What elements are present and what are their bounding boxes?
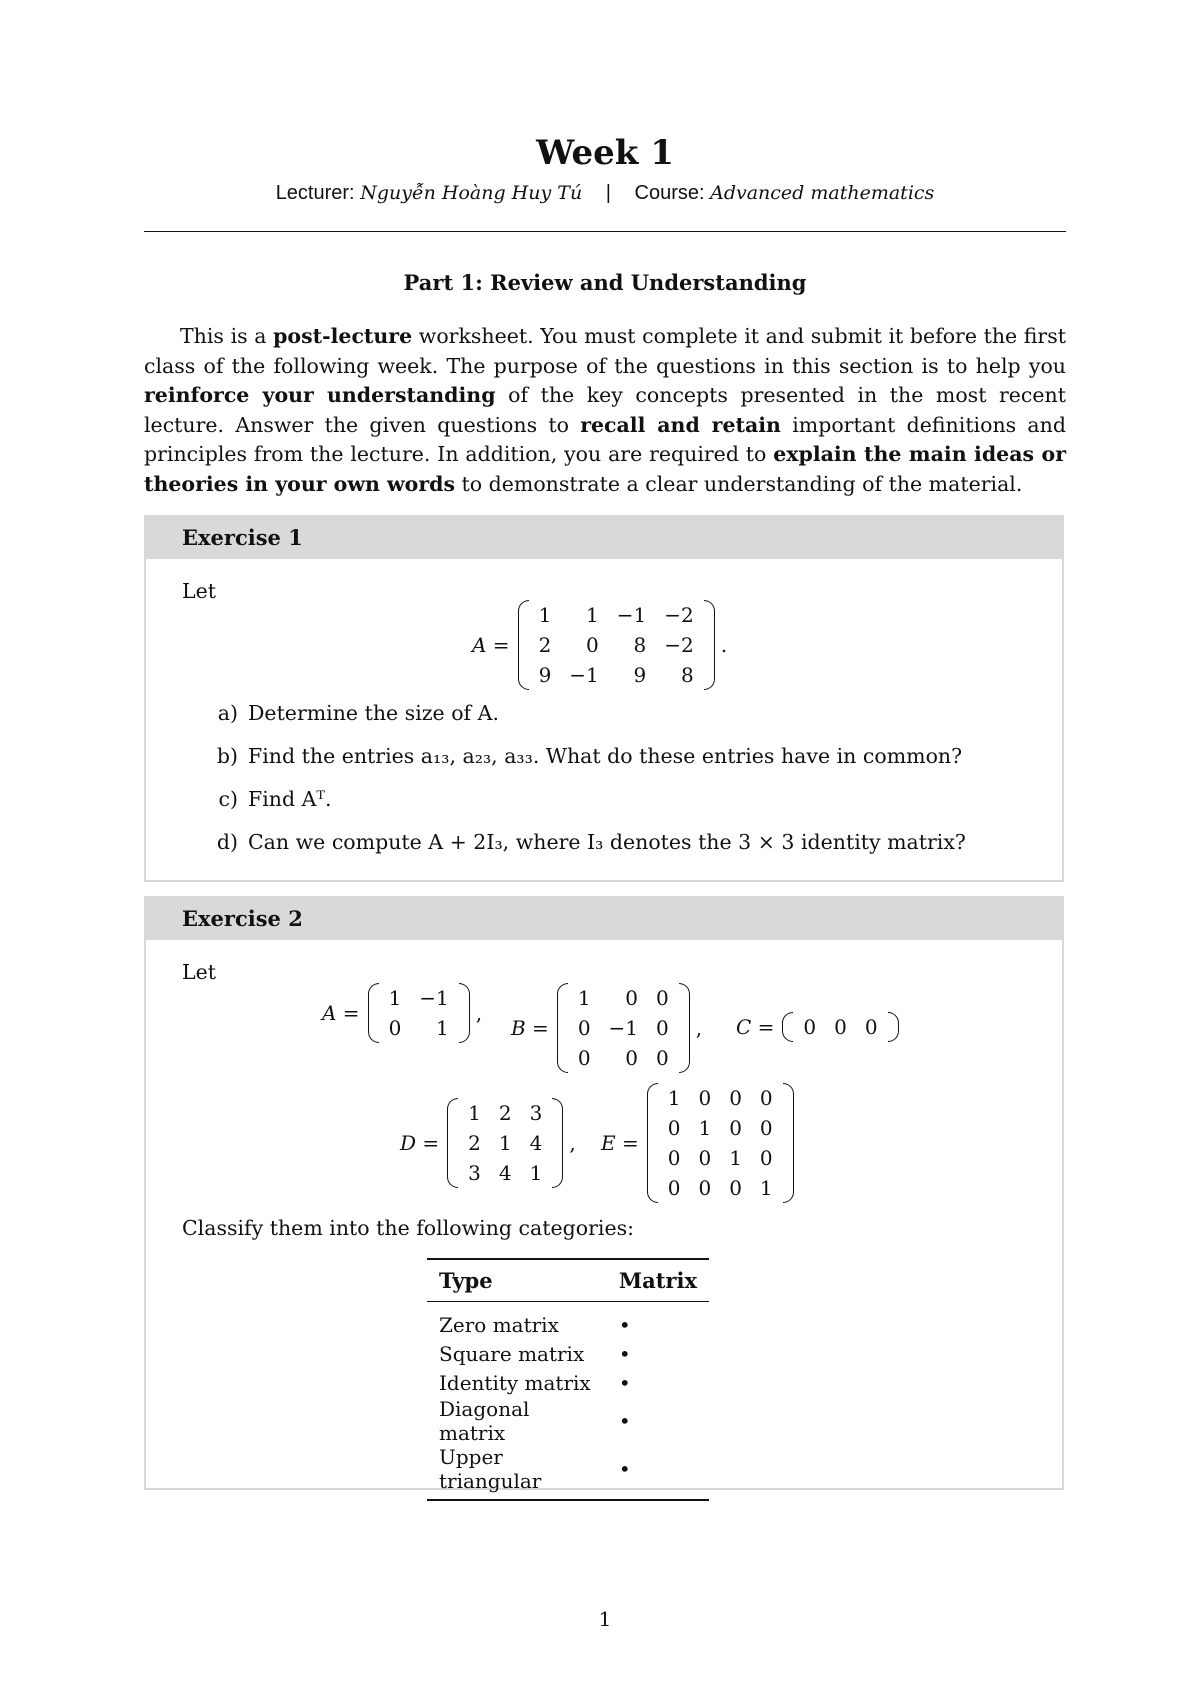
part1-heading: Part 1: Review and Understanding <box>403 270 807 295</box>
matrix-entry: 1 <box>468 1101 481 1125</box>
course-label: Course: <box>634 182 705 204</box>
matrix-entry: 1 <box>729 1146 742 1170</box>
exercise1-item-c: c) Find Aᵀ. <box>218 787 332 811</box>
matrix-entry: 9 <box>538 663 552 687</box>
exercise1-let: Let <box>182 579 216 603</box>
table-row: Identity matrix • <box>439 1370 631 1395</box>
exercise1-items <box>206 701 966 873</box>
matrix-row <box>659 1173 782 1203</box>
matrix-entry: 0 <box>656 1016 669 1040</box>
matrix-entry: 4 <box>529 1131 543 1155</box>
matrix-entry: 1 <box>586 603 599 627</box>
matrix-entry: 0 <box>625 1046 639 1070</box>
matrix-entry: 8 <box>681 663 694 687</box>
part1-intro: This is a post-lecture worksheet. You must complete it and submit it before the first class of the following week. The purpose of the questions in this section is to help you reinforce your understanding of the key concepts presented in the most recent lecture. Answer the given questions to recall and retain important definitions and principles from the lecture. In addition, you are required to explain the main ideas or theories in your own words to demonstrate a clear understanding of the material. <box>144 324 1066 496</box>
exercise2-matrix-E: E = 1 0 0 0 0 1 0 0 0 0 1 0 0 0 0 1 <box>601 1083 794 1203</box>
matrix-row <box>459 1098 551 1128</box>
matrix-row <box>659 1113 782 1143</box>
course-name: Advanced mathematics <box>710 182 935 204</box>
exercise2-matrix-C: C = 0 0 0 <box>736 1012 899 1042</box>
exercise1-item-a: a) Determine the size of A. <box>217 701 499 725</box>
matrix-entry: 1 <box>698 1116 712 1140</box>
matrix-entry: 0 <box>698 1086 712 1110</box>
exercise2-title: Exercise 2 <box>146 898 1062 940</box>
exercise1-box <box>144 515 1064 882</box>
matrix-row <box>569 1013 678 1043</box>
exercise2-let: Let <box>182 960 216 984</box>
matrix-entry: 0 <box>729 1116 742 1140</box>
matrix-row <box>530 600 703 630</box>
exercise1-matrix-A: A = 1 1 −1 −2 2 0 8 −2 9 −1 9 8 . <box>472 600 727 690</box>
matrix-row <box>569 1043 678 1073</box>
matrix-row <box>459 1158 551 1188</box>
matrix-row <box>569 983 678 1013</box>
matrix-entry: 1 <box>538 603 552 627</box>
matrix-entry: 0 <box>625 986 639 1010</box>
exercise2-matrix-A: A = 1 −1 0 1 , <box>322 983 482 1043</box>
header-separator: | <box>605 182 611 204</box>
matrix-entry: 0 <box>667 1116 681 1140</box>
matrix-entry: 3 <box>468 1161 481 1185</box>
matrix-entry: 0 <box>698 1176 712 1200</box>
matrix-row <box>530 630 703 660</box>
exercise2-matrix-B: B = 1 0 0 0 −1 0 0 0 0 , <box>511 983 702 1073</box>
matrix-entry: 0 <box>803 1015 817 1039</box>
lecturer-label: Lecturer: <box>275 182 355 204</box>
header-rule <box>144 231 1066 232</box>
table-row: Upper triangular • <box>427 1445 709 1500</box>
matrix-entry: 0 <box>729 1176 742 1200</box>
matrix-entry: −1 <box>608 1016 639 1040</box>
matrix-entry: 0 <box>577 1046 591 1070</box>
matrix-entry: −2 <box>664 633 694 657</box>
matrix-entry: 1 <box>498 1131 512 1155</box>
matrix-entry: 0 <box>577 1016 591 1040</box>
matrix-entry: 1 <box>436 1016 449 1040</box>
matrix-row <box>459 1128 551 1158</box>
matrix-entry: 1 <box>529 1161 543 1185</box>
matrix-row <box>659 1143 782 1173</box>
matrix-row <box>794 1012 886 1042</box>
matrix-entry: 0 <box>864 1015 878 1039</box>
exercise2-matrix-D: D = 1 2 3 2 1 4 3 4 1 , <box>400 1098 576 1188</box>
classification-table <box>427 1258 709 1501</box>
header-subtitle <box>144 182 1066 205</box>
matrix-entry: 2 <box>538 633 552 657</box>
matrix-entry: 0 <box>759 1146 773 1170</box>
table-row: Diagonal matrix • <box>439 1397 631 1445</box>
exercise2-classify-text: Classify them into the following categories: <box>182 1216 635 1240</box>
matrix-entry: −1 <box>616 603 647 627</box>
matrix-entry: 0 <box>759 1086 773 1110</box>
matrix-entry: 4 <box>498 1161 512 1185</box>
worksheet-page <box>144 0 1066 1696</box>
matrix-entry: 0 <box>586 633 599 657</box>
matrix-entry: 0 <box>698 1146 712 1170</box>
matrix-entry: 2 <box>468 1131 481 1155</box>
exercise1-item-d: d) Can we compute A + 2I₃, where I₃ denotes the 3 × 3 identity matrix? <box>216 830 966 854</box>
matrix-entry: 2 <box>498 1101 512 1125</box>
matrix-row <box>380 983 458 1013</box>
matrix-entry: 8 <box>633 633 647 657</box>
lecturer-name: Nguyễn Hoàng Huy Tú <box>360 182 583 204</box>
matrix-entry: 1 <box>759 1176 773 1200</box>
matrix-entry: 0 <box>759 1116 773 1140</box>
table-header-type: Type <box>427 1259 607 1302</box>
matrix-entry: 0 <box>834 1015 847 1039</box>
matrix-row <box>530 660 703 690</box>
matrix-entry: 0 <box>388 1016 402 1040</box>
matrix-entry: −1 <box>569 663 599 687</box>
matrix-row <box>380 1013 458 1043</box>
matrix-entry: 0 <box>656 986 669 1010</box>
matrix-entry: 1 <box>577 986 591 1010</box>
matrix-entry: 0 <box>667 1146 681 1170</box>
table-row: Square matrix • <box>439 1341 631 1366</box>
matrix-entry: 0 <box>729 1086 742 1110</box>
matrix-entry: 9 <box>633 663 647 687</box>
matrix-entry: 1 <box>388 986 402 1010</box>
exercise1-item-b: b) Find the entries a₁₃, a₂₃, a₃₃. What do these entries have in common? <box>216 744 963 768</box>
page-number: 1 <box>598 1607 612 1631</box>
matrix-entry: 0 <box>656 1046 669 1070</box>
page-title: Week 1 <box>536 133 674 173</box>
matrix-entry: −1 <box>419 986 449 1010</box>
matrix-row <box>659 1083 782 1113</box>
matrix-entry: 0 <box>667 1176 681 1200</box>
table-header-matrix: Matrix <box>607 1259 709 1302</box>
table-row: Zero matrix • <box>439 1312 631 1337</box>
matrix-entry: 1 <box>667 1086 681 1110</box>
matrix-entry: −2 <box>664 603 694 627</box>
exercise1-title: Exercise 1 <box>146 517 1062 559</box>
matrix-entry: 3 <box>529 1101 543 1125</box>
